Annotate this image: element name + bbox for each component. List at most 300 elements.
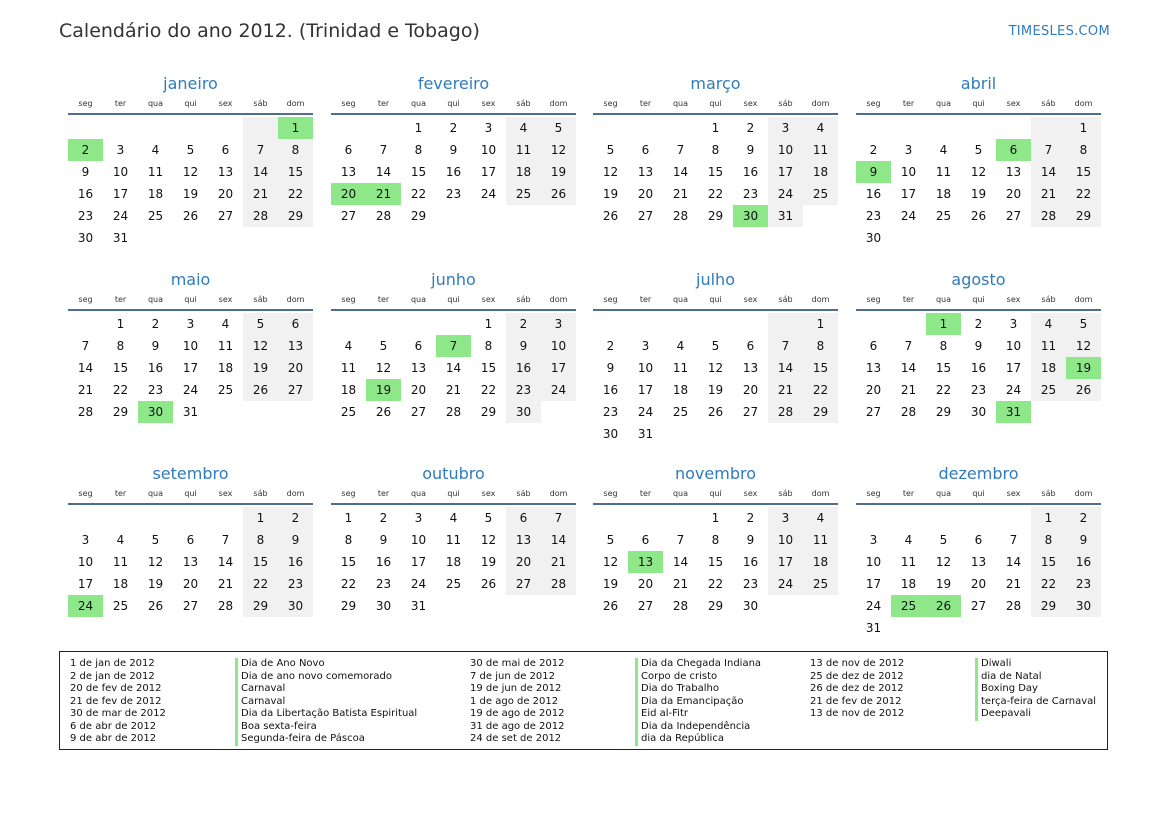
day-cell: 19 bbox=[935, 577, 952, 591]
day-cell: 9 bbox=[379, 533, 388, 547]
day-cell: 30 bbox=[970, 405, 987, 419]
day-cell: 5 bbox=[186, 143, 195, 157]
day-cell: 6 bbox=[278, 313, 313, 335]
weekday-label: sáb bbox=[778, 489, 793, 498]
day-cell: 24 bbox=[1005, 383, 1022, 397]
holiday-day-cell: 30 bbox=[733, 205, 768, 227]
day-cell: 15 bbox=[1031, 551, 1066, 573]
empty-day-cell bbox=[366, 117, 401, 139]
day-cell: 3 bbox=[186, 317, 195, 331]
day-cell: 18 bbox=[672, 383, 689, 397]
day-cell: 19 bbox=[243, 357, 278, 379]
day-cell: 10 bbox=[541, 335, 576, 357]
day-cell: 13 bbox=[182, 555, 199, 569]
month-outubro bbox=[331, 463, 576, 617]
day-cell: 8 bbox=[344, 533, 353, 547]
empty-day-cell bbox=[68, 507, 103, 529]
day-cell: 26 bbox=[480, 577, 497, 591]
day-cell: 18 bbox=[900, 577, 917, 591]
holiday-day-cell: 30 bbox=[138, 401, 173, 423]
weekday-label: dom bbox=[286, 99, 305, 108]
legend-row bbox=[810, 658, 1096, 671]
day-cell: 25 bbox=[147, 209, 164, 223]
day-cell: 7 bbox=[379, 143, 388, 157]
month-name: outubro bbox=[422, 464, 485, 483]
empty-day-cell bbox=[891, 507, 926, 529]
day-cell: 1 bbox=[803, 313, 838, 335]
day-cell: 20 bbox=[182, 577, 199, 591]
month-name: agosto bbox=[951, 270, 1006, 289]
day-cell: 4 bbox=[803, 117, 838, 139]
legend-row bbox=[810, 683, 1096, 696]
day-cell: 27 bbox=[506, 573, 541, 595]
day-cell: 25 bbox=[1031, 379, 1066, 401]
day-cell: 25 bbox=[217, 383, 234, 397]
legend-column bbox=[470, 658, 761, 746]
day-cell: 2 bbox=[974, 317, 983, 331]
day-cell: 11 bbox=[340, 361, 357, 375]
day-cell: 11 bbox=[506, 139, 541, 161]
brand-link[interactable]: TIMESLES.COM bbox=[1008, 24, 1110, 39]
day-cell: 3 bbox=[641, 339, 650, 353]
month-name: novembro bbox=[675, 464, 756, 483]
day-cell: 29 bbox=[340, 599, 357, 613]
day-cell: 2 bbox=[449, 121, 458, 135]
weekday-label: seg bbox=[341, 295, 356, 304]
holiday-day-cell: 20 bbox=[331, 183, 366, 205]
day-cell: 11 bbox=[217, 339, 234, 353]
holiday-date: 21 de fev de 2012 bbox=[70, 695, 162, 707]
weekday-label: qui bbox=[184, 489, 197, 498]
day-cell: 8 bbox=[484, 339, 493, 353]
weekday-header bbox=[331, 98, 576, 115]
weekday-label: dom bbox=[549, 295, 568, 304]
day-cell: 8 bbox=[711, 533, 720, 547]
day-cell: 30 bbox=[77, 231, 94, 245]
day-cell: 23 bbox=[865, 209, 882, 223]
holiday-date: 30 de mai de 2012 bbox=[470, 658, 565, 669]
day-cell: 21 bbox=[1031, 183, 1066, 205]
day-cell: 16 bbox=[970, 361, 987, 375]
day-cell: 20 bbox=[1005, 187, 1022, 201]
day-cell: 16 bbox=[742, 165, 759, 179]
holiday-date: 21 de fev de 2012 bbox=[810, 695, 902, 707]
weekday-label: sex bbox=[218, 489, 233, 498]
day-cell: 11 bbox=[1031, 335, 1066, 357]
day-cell: 4 bbox=[939, 143, 948, 157]
weekday-label: dom bbox=[811, 99, 830, 108]
day-cell: 6 bbox=[746, 339, 755, 353]
day-cell: 13 bbox=[410, 361, 427, 375]
day-cell: 30 bbox=[1066, 595, 1101, 617]
empty-day-cell bbox=[173, 507, 208, 529]
day-cell: 15 bbox=[803, 357, 838, 379]
holiday-day-cell: 1 bbox=[278, 117, 313, 139]
weekday-label: dom bbox=[811, 295, 830, 304]
day-cell: 27 bbox=[970, 599, 987, 613]
holiday-name: Boxing Day bbox=[975, 683, 1038, 696]
day-cell: 21 bbox=[217, 577, 234, 591]
day-cell: 9 bbox=[151, 339, 160, 353]
day-cell: 16 bbox=[1066, 551, 1101, 573]
holiday-day-cell: 2 bbox=[68, 139, 103, 161]
day-cell: 3 bbox=[768, 117, 803, 139]
empty-day-cell bbox=[733, 313, 768, 335]
weekday-label: sex bbox=[218, 99, 233, 108]
day-cell: 10 bbox=[637, 361, 654, 375]
month-name: dezembro bbox=[938, 464, 1019, 483]
day-cell: 23 bbox=[970, 383, 987, 397]
day-cell: 8 bbox=[1031, 529, 1066, 551]
day-cell: 12 bbox=[1066, 335, 1101, 357]
day-cell: 10 bbox=[480, 143, 497, 157]
day-grid bbox=[856, 507, 1101, 639]
day-cell: 5 bbox=[606, 533, 615, 547]
empty-day-cell bbox=[856, 507, 891, 529]
day-cell: 23 bbox=[445, 187, 462, 201]
day-cell: 29 bbox=[803, 401, 838, 423]
holiday-day-cell: 24 bbox=[68, 595, 103, 617]
month-julho bbox=[593, 269, 838, 445]
holiday-day-cell: 25 bbox=[891, 595, 926, 617]
day-cell: 28 bbox=[77, 405, 94, 419]
holiday-name: Dia do Trabalho bbox=[635, 683, 719, 696]
empty-day-cell bbox=[366, 313, 401, 335]
day-cell: 10 bbox=[768, 139, 803, 161]
day-cell: 16 bbox=[375, 555, 392, 569]
day-cell: 27 bbox=[340, 209, 357, 223]
day-cell: 12 bbox=[541, 139, 576, 161]
day-cell: 28 bbox=[243, 205, 278, 227]
day-cell: 7 bbox=[81, 339, 90, 353]
weekday-label: sáb bbox=[516, 295, 531, 304]
day-cell: 12 bbox=[970, 165, 987, 179]
holiday-date: 1 de ago de 2012 bbox=[470, 695, 559, 707]
weekday-label: dom bbox=[549, 99, 568, 108]
day-cell: 6 bbox=[506, 507, 541, 529]
day-cell: 29 bbox=[1031, 595, 1066, 617]
weekday-label: qui bbox=[709, 99, 722, 108]
holiday-name: Dia da Emancipação bbox=[635, 696, 743, 709]
empty-day-cell bbox=[173, 117, 208, 139]
legend-row bbox=[810, 696, 1096, 709]
day-cell: 29 bbox=[935, 405, 952, 419]
day-cell: 29 bbox=[707, 599, 724, 613]
holiday-name: dia da República bbox=[635, 733, 724, 746]
day-cell: 5 bbox=[711, 339, 720, 353]
empty-day-cell bbox=[1031, 117, 1066, 139]
day-cell: 3 bbox=[484, 121, 493, 135]
day-cell: 28 bbox=[1031, 205, 1066, 227]
legend-row bbox=[810, 708, 1096, 721]
day-cell: 11 bbox=[147, 165, 164, 179]
holiday-date: 1 de jan de 2012 bbox=[70, 658, 155, 669]
weekday-label: qui bbox=[184, 99, 197, 108]
day-cell: 23 bbox=[278, 573, 313, 595]
empty-day-cell bbox=[68, 313, 103, 335]
weekday-label: qua bbox=[147, 489, 164, 498]
day-grid bbox=[593, 507, 838, 617]
day-cell: 1 bbox=[116, 317, 125, 331]
holiday-day-cell: 19 bbox=[1066, 357, 1101, 379]
day-cell: 14 bbox=[1031, 161, 1066, 183]
day-cell: 25 bbox=[803, 183, 838, 205]
day-cell: 5 bbox=[606, 143, 615, 157]
day-cell: 28 bbox=[768, 401, 803, 423]
day-cell: 2 bbox=[151, 317, 160, 331]
day-cell: 25 bbox=[672, 405, 689, 419]
day-cell: 10 bbox=[410, 533, 427, 547]
day-cell: 26 bbox=[602, 599, 619, 613]
day-cell: 15 bbox=[112, 361, 129, 375]
day-cell: 17 bbox=[77, 577, 94, 591]
day-cell: 14 bbox=[77, 361, 94, 375]
day-cell: 1 bbox=[344, 511, 353, 525]
day-cell: 7 bbox=[221, 533, 230, 547]
day-cell: 20 bbox=[410, 383, 427, 397]
weekday-label: sex bbox=[218, 295, 233, 304]
weekday-label: sex bbox=[481, 489, 496, 498]
day-cell: 16 bbox=[506, 357, 541, 379]
holiday-date: 7 de jun de 2012 bbox=[470, 670, 555, 682]
day-cell: 5 bbox=[541, 117, 576, 139]
holiday-date: 13 de nov de 2012 bbox=[810, 658, 905, 669]
day-cell: 29 bbox=[243, 595, 278, 617]
holiday-day-cell: 1 bbox=[926, 313, 961, 335]
day-cell: 5 bbox=[151, 533, 160, 547]
holiday-day-cell: 9 bbox=[856, 161, 891, 183]
day-cell: 6 bbox=[641, 143, 650, 157]
day-cell: 1 bbox=[1031, 507, 1066, 529]
legend-row bbox=[470, 671, 761, 684]
weekday-label: seg bbox=[78, 99, 93, 108]
month-maio bbox=[68, 269, 313, 423]
weekday-label: sex bbox=[481, 295, 496, 304]
day-cell: 22 bbox=[243, 573, 278, 595]
weekday-label: seg bbox=[866, 489, 881, 498]
weekday-label: sex bbox=[1006, 295, 1021, 304]
day-cell: 20 bbox=[742, 383, 759, 397]
weekday-header bbox=[593, 294, 838, 311]
month-name: março bbox=[690, 74, 741, 93]
holiday-date: 30 de mar de 2012 bbox=[70, 708, 166, 719]
day-cell: 22 bbox=[803, 379, 838, 401]
weekday-label: seg bbox=[866, 99, 881, 108]
day-cell: 17 bbox=[112, 187, 129, 201]
day-cell: 2 bbox=[869, 143, 878, 157]
day-cell: 11 bbox=[672, 361, 689, 375]
day-cell: 12 bbox=[243, 335, 278, 357]
weekday-label: ter bbox=[377, 489, 390, 498]
weekday-label: sáb bbox=[253, 295, 268, 304]
day-cell: 19 bbox=[602, 577, 619, 591]
weekday-label: sáb bbox=[778, 295, 793, 304]
weekday-label: seg bbox=[603, 99, 618, 108]
day-cell: 13 bbox=[506, 529, 541, 551]
empty-day-cell bbox=[628, 117, 663, 139]
day-cell: 17 bbox=[541, 357, 576, 379]
day-cell: 16 bbox=[147, 361, 164, 375]
holiday-name: Dia da Chegada Indiana bbox=[635, 658, 761, 671]
day-cell: 21 bbox=[541, 551, 576, 573]
day-cell: 6 bbox=[221, 143, 230, 157]
holiday-name: Eid al-Fitr bbox=[635, 708, 688, 721]
day-cell: 9 bbox=[974, 339, 983, 353]
weekday-label: dom bbox=[811, 489, 830, 498]
day-cell: 12 bbox=[375, 361, 392, 375]
day-cell: 20 bbox=[970, 577, 987, 591]
month-abril bbox=[856, 73, 1101, 249]
day-cell: 15 bbox=[278, 161, 313, 183]
day-cell: 17 bbox=[900, 187, 917, 201]
day-cell: 29 bbox=[112, 405, 129, 419]
month-name: fevereiro bbox=[417, 74, 490, 93]
day-grid bbox=[593, 117, 838, 227]
day-cell: 5 bbox=[939, 533, 948, 547]
day-cell: 23 bbox=[1066, 573, 1101, 595]
day-cell: 17 bbox=[410, 555, 427, 569]
day-grid bbox=[68, 313, 313, 423]
month-name: junho bbox=[431, 270, 476, 289]
holiday-name: Dia de Ano Novo bbox=[235, 658, 325, 671]
day-cell: 19 bbox=[480, 555, 497, 569]
day-cell: 25 bbox=[506, 183, 541, 205]
day-cell: 18 bbox=[112, 577, 129, 591]
weekday-label: dom bbox=[286, 295, 305, 304]
day-cell: 21 bbox=[77, 383, 94, 397]
holiday-name: Dia da Independência bbox=[635, 721, 750, 734]
day-cell: 30 bbox=[278, 595, 313, 617]
legend-row bbox=[70, 708, 417, 721]
day-cell: 26 bbox=[602, 209, 619, 223]
weekday-label: dom bbox=[1074, 489, 1093, 498]
holiday-date: 2 de jan de 2012 bbox=[70, 670, 155, 682]
day-cell: 31 bbox=[182, 405, 199, 419]
legend-row bbox=[470, 683, 761, 696]
day-cell: 26 bbox=[243, 379, 278, 401]
day-cell: 4 bbox=[904, 533, 913, 547]
day-cell: 22 bbox=[278, 183, 313, 205]
empty-day-cell bbox=[243, 117, 278, 139]
day-cell: 17 bbox=[1005, 361, 1022, 375]
empty-day-cell bbox=[103, 507, 138, 529]
day-cell: 2 bbox=[606, 339, 615, 353]
day-cell: 24 bbox=[900, 209, 917, 223]
day-cell: 2 bbox=[746, 511, 755, 525]
day-cell: 24 bbox=[865, 599, 882, 613]
day-cell: 1 bbox=[711, 511, 720, 525]
day-cell: 22 bbox=[935, 383, 952, 397]
day-cell: 14 bbox=[672, 165, 689, 179]
weekday-header bbox=[856, 98, 1101, 115]
day-cell: 24 bbox=[768, 573, 803, 595]
weekday-label: sex bbox=[743, 99, 758, 108]
day-cell: 20 bbox=[278, 357, 313, 379]
day-cell: 13 bbox=[1005, 165, 1022, 179]
day-cell: 12 bbox=[707, 361, 724, 375]
day-cell: 13 bbox=[340, 165, 357, 179]
day-cell: 11 bbox=[112, 555, 129, 569]
day-cell: 22 bbox=[707, 577, 724, 591]
empty-day-cell bbox=[891, 117, 926, 139]
day-cell: 25 bbox=[445, 577, 462, 591]
weekday-label: seg bbox=[341, 99, 356, 108]
day-cell: 10 bbox=[1005, 339, 1022, 353]
legend-row bbox=[70, 733, 417, 746]
weekday-label: sex bbox=[1006, 489, 1021, 498]
weekday-label: seg bbox=[78, 489, 93, 498]
day-grid bbox=[856, 313, 1101, 423]
day-cell: 17 bbox=[865, 577, 882, 591]
day-cell: 13 bbox=[217, 165, 234, 179]
weekday-label: dom bbox=[549, 489, 568, 498]
holiday-date: 13 de nov de 2012 bbox=[810, 708, 905, 719]
day-cell: 26 bbox=[147, 599, 164, 613]
day-cell: 5 bbox=[484, 511, 493, 525]
day-cell: 11 bbox=[900, 555, 917, 569]
weekday-label: seg bbox=[866, 295, 881, 304]
day-cell: 26 bbox=[1066, 379, 1101, 401]
day-cell: 6 bbox=[974, 533, 983, 547]
day-cell: 15 bbox=[935, 361, 952, 375]
day-cell: 4 bbox=[1031, 313, 1066, 335]
day-cell: 18 bbox=[506, 161, 541, 183]
holiday-legend bbox=[59, 651, 1108, 750]
weekday-header bbox=[331, 488, 576, 505]
weekday-label: dom bbox=[286, 489, 305, 498]
empty-day-cell bbox=[663, 117, 698, 139]
weekday-header bbox=[68, 98, 313, 115]
day-cell: 16 bbox=[865, 187, 882, 201]
day-cell: 16 bbox=[445, 165, 462, 179]
day-cell: 14 bbox=[217, 555, 234, 569]
day-grid bbox=[856, 117, 1101, 249]
weekday-label: qui bbox=[972, 489, 985, 498]
day-cell: 25 bbox=[340, 405, 357, 419]
day-cell: 26 bbox=[970, 209, 987, 223]
day-cell: 8 bbox=[116, 339, 125, 353]
holiday-date: 6 de abr de 2012 bbox=[70, 720, 157, 732]
empty-day-cell bbox=[103, 117, 138, 139]
day-cell: 14 bbox=[1005, 555, 1022, 569]
day-cell: 5 bbox=[1066, 313, 1101, 335]
day-cell: 7 bbox=[768, 335, 803, 357]
day-cell: 18 bbox=[1031, 357, 1066, 379]
empty-day-cell bbox=[926, 507, 961, 529]
legend-row bbox=[70, 721, 417, 734]
day-grid bbox=[68, 117, 313, 249]
day-cell: 6 bbox=[641, 533, 650, 547]
weekday-label: sáb bbox=[778, 99, 793, 108]
day-cell: 21 bbox=[900, 383, 917, 397]
day-cell: 28 bbox=[541, 573, 576, 595]
empty-day-cell bbox=[331, 117, 366, 139]
day-cell: 12 bbox=[602, 165, 619, 179]
day-cell: 3 bbox=[869, 533, 878, 547]
day-cell: 27 bbox=[742, 405, 759, 419]
holiday-name: terça-feira de Carnaval bbox=[975, 696, 1096, 709]
day-cell: 31 bbox=[112, 231, 129, 245]
day-cell: 26 bbox=[541, 183, 576, 205]
weekday-label: qui bbox=[972, 99, 985, 108]
day-cell: 4 bbox=[151, 143, 160, 157]
page-title: Calendário do ano 2012. (Trinidad e Tobago) bbox=[59, 20, 480, 42]
legend-row bbox=[470, 721, 761, 734]
weekday-label: sáb bbox=[1041, 295, 1056, 304]
day-cell: 2 bbox=[506, 313, 541, 335]
day-grid bbox=[331, 313, 576, 423]
weekday-label: qui bbox=[447, 295, 460, 304]
